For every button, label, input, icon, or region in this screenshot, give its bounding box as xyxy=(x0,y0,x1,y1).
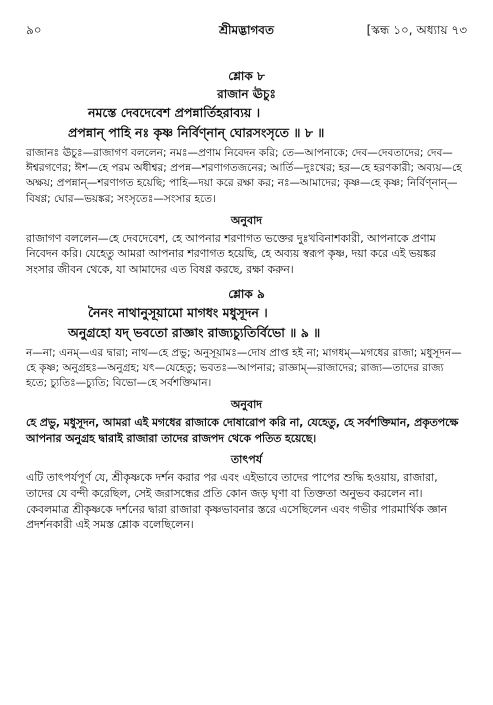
translation-heading: অনুবাদ xyxy=(230,398,263,412)
page-number: ৯০ xyxy=(26,23,42,37)
verse-9 xyxy=(26,286,467,533)
book-title: শ্রীমদ্ভাগবত xyxy=(218,23,274,37)
verse-speaker: রাজান ঊচুঃ xyxy=(217,87,276,101)
purport-heading: তাৎপর্য xyxy=(230,453,263,467)
verse-heading: শ্লোক ৯ xyxy=(228,286,265,301)
translation-text: রাজাগণ বললেন—হে দেবদেবেশ, হে আপনার শরণাগত ভক্তের দুঃখবিনাশকারী, আপনাকে প্রণাম নিবেদন করি। যেহেতু আমরা আপনার শরণাগত হয়েছি, হে অব্যয় স্বরূপ কৃষ্ণ, দয়া করে এই ভয়ঙ্কর সংসার জীবন থেকে, যা আমাদের এত বিষণ্ণ করছে, রক্ষা করুন। xyxy=(26,231,436,276)
chapter-reference: [স্কন্ধ ১০, অধ্যায় ৭৩ xyxy=(366,23,467,37)
word-synonyms: রাজানঃ ঊচুঃ—রাজাগণ বললেন; নমঃ—প্রণাম নিবেদন করি; তে—আপনাকে; দেব—দেবতাদের; দেব—ঈশ্বরগণের; ঈশ—হে পরম অধীশ্বর; প্রপন্ন—শরণাগতজনের; আর্তি—দুঃখের; হর—হে হরণকারী; অব্যয়—হে অক্ষয়; প্রপন্নান্—শরণাগত হয়েছি; পাহি—দয়া করে রক্ষা কর; নঃ—আমাদের; কৃষ্ণ—হে কৃষ্ণ; নির্বিণ্নান্—বিষণ্ণ; ঘোর—ভয়ঙ্কর; সংসৃতেঃ—সংসার হতে। xyxy=(26,147,462,205)
purport-text: এটি তাৎপর্যপূর্ণ যে, শ্রীকৃষ্ণকে দর্শন করার পর এবং এইভাবে তাদের পাপের শুদ্ধি হওয়ায়, রাজারা, তাদের যে বন্দী করেছিল, সেই জরাসন্ধের প্রতি কোন জড় ঘৃণা বা তিক্ততা অনুভব করলেন না। কেবলমাত্র শ্রীকৃষ্ণকে দর্শনের দ্বারা রাজারা কৃষ্ণভাবনার স্তরে এসেছিলেন এবং গভীর পারমার্থিক জ্ঞান প্রদর্শনকারী এই সমস্ত শ্লোক বলেছিলেন। xyxy=(26,471,448,532)
verse-heading: শ্লোক ৮ xyxy=(228,69,265,83)
translation-heading: অনুবাদ xyxy=(230,213,263,227)
verse-line-2: প্রপন্নান্ পাহি নঃ কৃষ্ণ নির্বিণ্নান্ ঘোরসংসৃতে ॥ ৮ ॥ xyxy=(68,125,325,140)
verse-8 xyxy=(26,68,467,278)
translation-text: হে প্রভু, মধুসূদন, আমরা এই মগধের রাজাকে দোষারোপ করি না, যেহেতু, হে সর্বশক্তিমান, প্রকৃতপক্ষে আপনার অনুগ্রহ দ্বারাই রাজারা তাদের রাজপদ থেকে পতিত হয়েছে। xyxy=(26,416,459,445)
word-synonyms: ন—না; এনম্—এর দ্বারা; নাথ—হে প্রভু; অনুসূয়ামঃ—দোষ প্রাপ্ত হই না; মাগধম্—মগধের রাজা; মধুসূদন—হে কৃষ্ণ; অনুগ্রহঃ—অনুগ্রহ; যৎ—যেহেতু; ভবতঃ—আপনার; রাজ্ঞাম্—রাজাদের; রাজ্য—তাদের রাজ্য হতে; চ্যুতিঃ—চ্যুতি; বিভো—হে সর্বশক্তিমান। xyxy=(26,346,462,389)
page-body xyxy=(26,68,467,533)
verse-line-1: নৈনং নাথানুসূয়ামো মাগধং মধুসূদন । xyxy=(88,304,268,320)
verse-line-1: নমস্তে দেবদেবেশ প্রপন্নার্তিহরাব্যয় । xyxy=(88,105,261,120)
verse-line-2: অনুগ্রহো যদ্ ভবতো রাজ্ঞাং রাজ্যচ্যুতির্বিভো ॥ ৯ ॥ xyxy=(68,324,321,340)
page-header xyxy=(26,22,467,44)
